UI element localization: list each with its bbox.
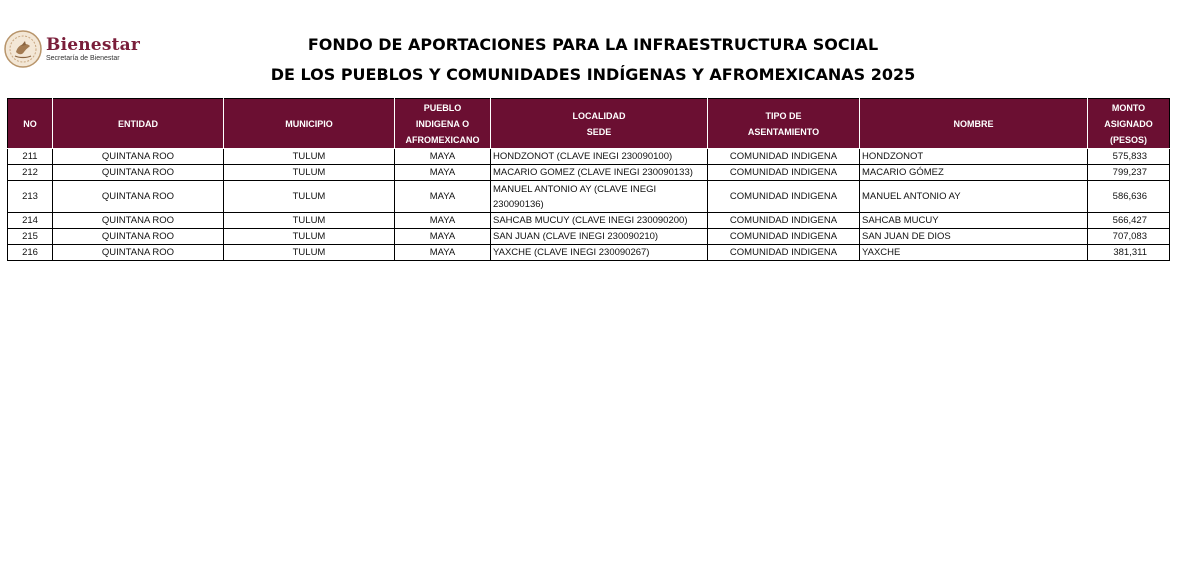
cell-pueblo: MAYA — [395, 149, 491, 165]
header-text-line: MUNICIPIO — [285, 118, 333, 129]
cell-monto: 575,833 — [1088, 149, 1170, 165]
header-text-line: MONTO — [1111, 102, 1146, 113]
cell-entidad: QUINTANA ROO — [53, 181, 224, 213]
table-row — [8, 245, 1170, 261]
header-text-line: ASIGNADO — [1104, 118, 1153, 129]
table-body — [8, 149, 1170, 261]
table-row — [8, 181, 1170, 213]
cell-no: 212 — [8, 165, 53, 181]
cell-pueblo: MAYA — [395, 165, 491, 181]
cell-entidad: QUINTANA ROO — [53, 165, 224, 181]
cell-no: 216 — [8, 245, 53, 261]
cell-nombre: HONDZONOT — [860, 149, 1088, 165]
table-row — [8, 165, 1170, 181]
cell-no: 211 — [8, 149, 53, 165]
cell-nombre: YAXCHE — [860, 245, 1088, 261]
cell-localidad: MACARIO GOMEZ (CLAVE INEGI 230090133) — [491, 165, 708, 181]
cell-entidad: QUINTANA ROO — [53, 229, 224, 245]
cell-entidad: QUINTANA ROO — [53, 213, 224, 229]
cell-tipo-asentamiento: COMUNIDAD INDIGENA — [708, 213, 860, 229]
cell-localidad: SAN JUAN (CLAVE INEGI 230090210) — [491, 229, 708, 245]
cell-localidad: SAHCAB MUCUY (CLAVE INEGI 230090200) — [491, 213, 708, 229]
header-text-line: INDIGENA O — [415, 118, 470, 129]
col-header-tipo-asentamiento — [708, 99, 860, 149]
col-header-monto — [1088, 99, 1170, 149]
header-text-line: AFROMEXICANO — [405, 134, 480, 145]
table-header-row — [8, 99, 1170, 149]
cell-municipio: TULUM — [224, 165, 395, 181]
cell-monto: 707,083 — [1088, 229, 1170, 245]
header-text-line: SEDE — [586, 126, 612, 137]
col-header-pueblo — [395, 99, 491, 149]
cell-localidad: HONDZONOT (CLAVE INEGI 230090100) — [491, 149, 708, 165]
cell-pueblo: MAYA — [395, 213, 491, 229]
cell-nombre: MACARIO GÓMEZ — [860, 165, 1088, 181]
table-row — [8, 149, 1170, 165]
header-text-line: ENTIDAD — [118, 118, 158, 129]
logo-subtitle: Secretaría de Bienestar — [46, 55, 120, 62]
cell-monto: 799,237 — [1088, 165, 1170, 181]
col-header-nombre — [860, 99, 1088, 149]
cell-pueblo: MAYA — [395, 181, 491, 213]
cell-monto: 566,427 — [1088, 213, 1170, 229]
cell-municipio: TULUM — [224, 213, 395, 229]
cell-no: 213 — [8, 181, 53, 213]
cell-tipo-asentamiento: COMUNIDAD INDIGENA — [708, 149, 860, 165]
col-header-entidad — [53, 99, 224, 149]
cell-municipio: TULUM — [224, 245, 395, 261]
cell-pueblo: MAYA — [395, 245, 491, 261]
cell-tipo-asentamiento: COMUNIDAD INDIGENA — [708, 181, 860, 213]
cell-nombre: SAHCAB MUCUY — [860, 213, 1088, 229]
header-text-line: LOCALIDAD — [572, 110, 626, 121]
cell-municipio: TULUM — [224, 229, 395, 245]
cell-municipio: TULUM — [224, 149, 395, 165]
header-text-line: TIPO DE — [765, 110, 802, 121]
cell-monto: 381,311 — [1088, 245, 1170, 261]
header-text-line: (PESOS) — [1109, 134, 1147, 145]
cell-entidad: QUINTANA ROO — [53, 149, 224, 165]
cell-no: 214 — [8, 213, 53, 229]
logo-name: Bienestar — [46, 35, 141, 55]
document-title-line-1: FONDO DE APORTACIONES PARA LA INFRAESTRUCTURA SOCIAL — [307, 35, 879, 54]
cell-tipo-asentamiento: COMUNIDAD INDIGENA — [708, 229, 860, 245]
header-text-line: PUEBLO — [423, 102, 462, 113]
cell-nombre: MANUEL ANTONIO AY — [860, 181, 1088, 213]
cell-monto: 586,636 — [1088, 181, 1170, 213]
table-row — [8, 213, 1170, 229]
cell-nombre: SAN JUAN DE DIOS — [860, 229, 1088, 245]
cell-entidad: QUINTANA ROO — [53, 245, 224, 261]
header-text-line: ASENTAMIENTO — [747, 126, 820, 137]
cell-tipo-asentamiento: COMUNIDAD INDIGENA — [708, 165, 860, 181]
col-header-localidad — [491, 99, 708, 149]
cell-localidad: MANUEL ANTONIO AY (CLAVE INEGI 230090136) — [491, 181, 708, 213]
allocations-table — [7, 98, 1170, 261]
cell-tipo-asentamiento: COMUNIDAD INDIGENA — [708, 245, 860, 261]
document-title-line-2: DE LOS PUEBLOS Y COMUNIDADES INDÍGENAS Y AFROMEXICANAS 2025 — [270, 65, 916, 84]
col-header-no — [8, 99, 53, 149]
cell-municipio: TULUM — [224, 181, 395, 213]
header-text-line: NO — [23, 118, 37, 129]
cell-localidad: YAXCHE (CLAVE INEGI 230090267) — [491, 245, 708, 261]
header-text-line: NOMBRE — [953, 118, 994, 129]
cell-pueblo: MAYA — [395, 229, 491, 245]
col-header-municipio — [224, 99, 395, 149]
table-row — [8, 229, 1170, 245]
cell-no: 215 — [8, 229, 53, 245]
